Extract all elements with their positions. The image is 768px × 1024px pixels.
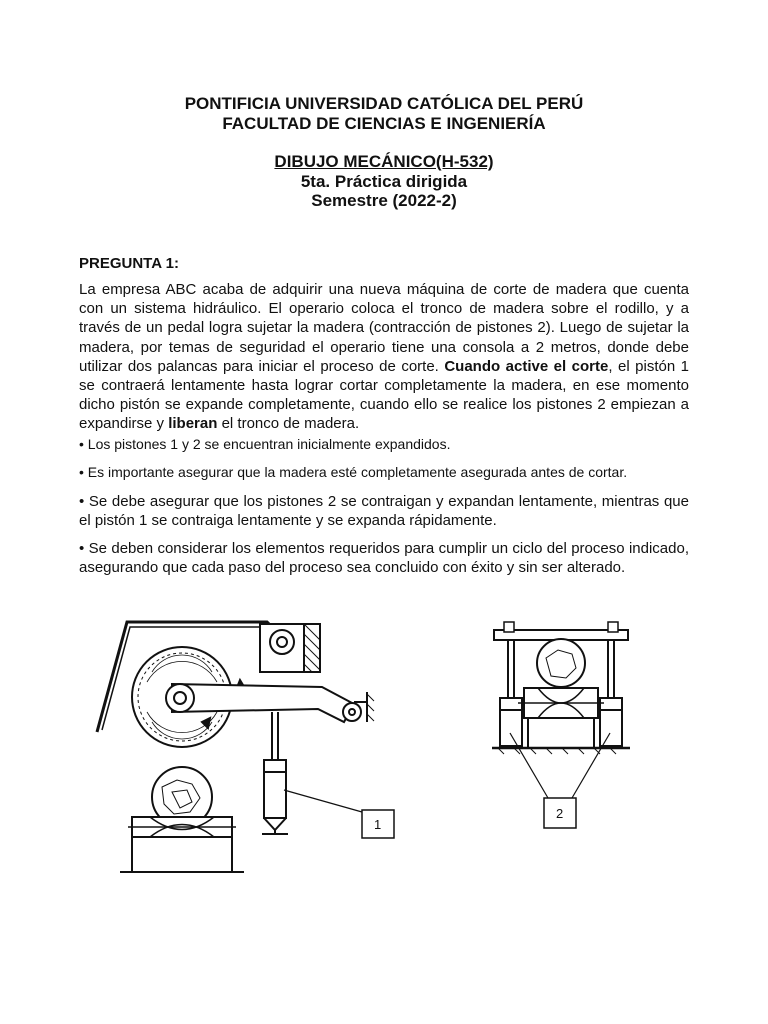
semester: Semestre (2022-2)	[311, 191, 457, 210]
saw-machine-diagram	[92, 612, 412, 902]
paragraph-bold-1: Cuando active el corte	[444, 357, 609, 375]
paragraph-bold-2: liberan	[168, 415, 218, 433]
question-paragraph	[79, 280, 689, 434]
faculty-name: FACULTAD DE CIENCIAS E INGENIERÍA	[222, 114, 546, 133]
saw-piston-label: 1	[374, 817, 382, 832]
paragraph-text-2: , el pistón 1 se contraerá lentamente hasta lograr cortar completamente la madera, en ese momento dicho pistón se expande completamente, cuando ello se realice los pistones 2 empiezan a expandirse y	[79, 357, 689, 433]
university-name: PONTIFICIA UNIVERSIDAD CATÓLICA DEL PERÚ	[184, 94, 584, 113]
bullet-item: • Se deben considerar los elementos requeridos para cumplir un ciclo del proceso indicado, asegurando que cada paso del proceso sea concluido con éxito y sin ser alterado.	[79, 540, 689, 577]
bullet-item: • Es importante asegurar que la madera esté completamente asegurada antes de cortar.	[79, 464, 628, 480]
practice-title: 5ta. Práctica dirigida	[300, 172, 468, 191]
bullet-item: • Los pistones 1 y 2 se encuentran inicialmente expandidos.	[79, 436, 451, 452]
course-title: DIBUJO MECÁNICO(H-532)	[274, 152, 494, 171]
bullet-item: • Se debe asegurar que los pistones 2 se contraigan y expandan lentamente, mientras que el pistón 1 se contraiga lentamente y se expanda rápidamente.	[79, 493, 689, 530]
question-title: PREGUNTA 1:	[79, 255, 180, 272]
paragraph-text-1: La empresa ABC acaba de adquirir una nueva máquina de corte de madera que cuenta con un sistema hidráulico. El operario coloca el tronco de madera sobre el rodillo, y a través de un pedal logra sujetar la madera (contracción de pistones 2). Luego de sujetar la madera, por temas de seguridad el operario tiene una consola a 2 metros, donde debe utilizar dos palancas para iniciar el proceso de corte.	[79, 281, 689, 375]
clamp-front-view-diagram	[488, 618, 638, 838]
paragraph-text-3: el tronco de madera.	[217, 415, 360, 433]
clamp-piston-label: 2	[556, 806, 564, 821]
